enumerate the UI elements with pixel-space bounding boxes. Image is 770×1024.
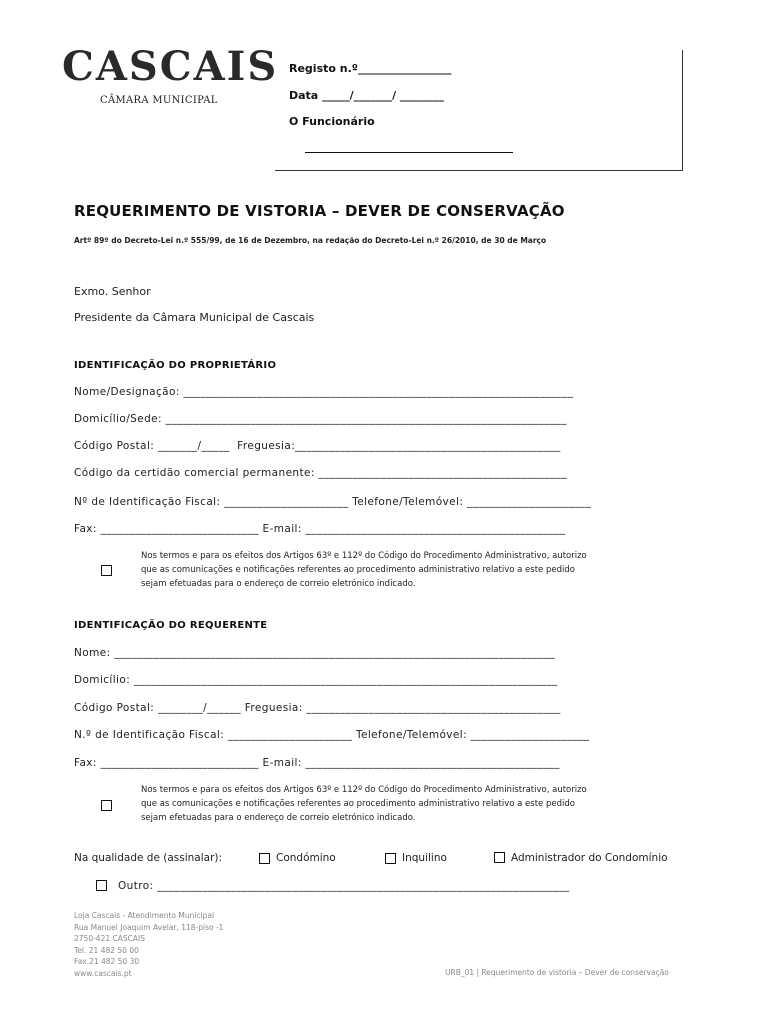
consent-line: sejam efetuadas para o endereço de correio eletrónico indicado. (141, 813, 416, 823)
outro-field[interactable]: Outro: _________________________________________________________________________ (118, 880, 570, 892)
logo-subtitle: CÂMARA MUNICIPAL (100, 95, 218, 106)
footer-address (74, 910, 223, 979)
qualidade-label: Na qualidade de (assinalar): (74, 852, 223, 864)
proprietario-nome-field[interactable]: Nome/Designação: _____________________________________________________________________ (74, 386, 574, 398)
proprietario-nif-field[interactable]: Nº de Identificação Fiscal: ______________________ Telefone/Telemóvel: ______________________ (74, 496, 592, 508)
footer-line: Tel. 21 482 50 00 (74, 945, 139, 955)
proprietario-certidao-field[interactable]: Código da certidão comercial permanente: ____________________________________________ (74, 467, 568, 479)
footer-line: 2750-421 CASCAIS (74, 934, 145, 943)
funcionario-signature-line[interactable] (305, 152, 513, 153)
consent-line: que as comunicações e notificações referentes ao procedimento administrativo relativo a este pedido (141, 565, 575, 575)
legal-reference: Artº 89º do Decreto-Lei n.º 555/99, de 16 de Dezembro, na redação do Decreto-Lei n.º 26/2010, de 30 de Março (74, 236, 547, 245)
inquilino-checkbox[interactable] (385, 853, 396, 864)
requerente-consent-text (141, 783, 698, 825)
requerente-nif-field[interactable]: N.º de Identificação Fiscal: ______________________ Telefone/Telemóvel: _____________________ (74, 729, 590, 741)
consent-line: sejam efetuadas para o endereço de correio eletrónico indicado. (141, 579, 416, 589)
requerente-heading: IDENTIFICAÇÃO DO REQUERENTE (74, 620, 268, 631)
proprietario-consent-text (141, 549, 698, 591)
registo-box-border-right (682, 50, 683, 170)
footer-line: Rua Manuel Joaquim Avelar, 118-piso -1 (74, 922, 224, 932)
consent-line: Nos termos e para os efeitos dos Artigos 63º e 112º do Código do Procedimento Administrativo, autorizo (141, 551, 587, 561)
registo-box-border-bottom (275, 170, 683, 171)
proprietario-fax-email-field[interactable]: Fax: ____________________________ E-mail: ______________________________________________ (74, 523, 566, 535)
document-title: REQUERIMENTO DE VISTORIA – DEVER DE CONSERVAÇÃO (74, 202, 565, 220)
data-field[interactable]: Data _____/_______/ ________ (289, 89, 444, 102)
inquilino-label: Inquilino (402, 852, 447, 864)
consent-line: que as comunicações e notificações referentes ao procedimento administrativo relativo a este pedido (141, 799, 575, 809)
footer-line: Loja Cascais - Atendimento Municipal (74, 911, 215, 920)
footer-line: Fax.21 482 50 30 (74, 957, 140, 966)
requerente-domicilio-field[interactable]: Domicílio: ___________________________________________________________________________ (74, 674, 558, 686)
registo-field[interactable]: Registo n.º_________________ (289, 62, 452, 75)
cascais-logo: CASCAIS (62, 43, 279, 90)
proprietario-domicilio-field[interactable]: Domicílio/Sede: _______________________________________________________________________ (74, 413, 567, 425)
administrador-label: Administrador do Condomínio (511, 852, 668, 864)
requerente-codigo-postal-field[interactable]: Código Postal: ________/______ Freguesia: _____________________________________________ (74, 702, 561, 714)
condomino-checkbox[interactable] (259, 853, 270, 864)
requerente-fax-email-field[interactable]: Fax: ____________________________ E-mail: _____________________________________________ (74, 757, 560, 769)
addressee: Presidente da Câmara Municipal de Cascais (74, 311, 315, 324)
consent-line: Nos termos e para os efeitos dos Artigos 63º e 112º do Código do Procedimento Administrativo, autorizo (141, 785, 587, 795)
outro-checkbox[interactable] (96, 880, 107, 891)
administrador-checkbox[interactable] (494, 852, 505, 863)
proprietario-codigo-postal-field[interactable]: Código Postal: _______/_____ Freguesia:_______________________________________________ (74, 440, 561, 452)
condomino-label: Condómino (276, 852, 336, 864)
proprietario-consent-checkbox[interactable] (101, 565, 112, 576)
footer-website[interactable]: www.cascais.pt (74, 968, 132, 978)
document-reference: URB_01 | Requerimento de vistoria – Dever de conservação (445, 968, 669, 977)
salutation: Exmo. Senhor (74, 285, 151, 298)
funcionario-label: O Funcionário (289, 115, 375, 128)
proprietario-heading: IDENTIFICAÇÃO DO PROPRIETÁRIO (74, 360, 277, 371)
requerente-consent-checkbox[interactable] (101, 800, 112, 811)
requerente-nome-field[interactable]: Nome: ______________________________________________________________________________ (74, 647, 555, 659)
